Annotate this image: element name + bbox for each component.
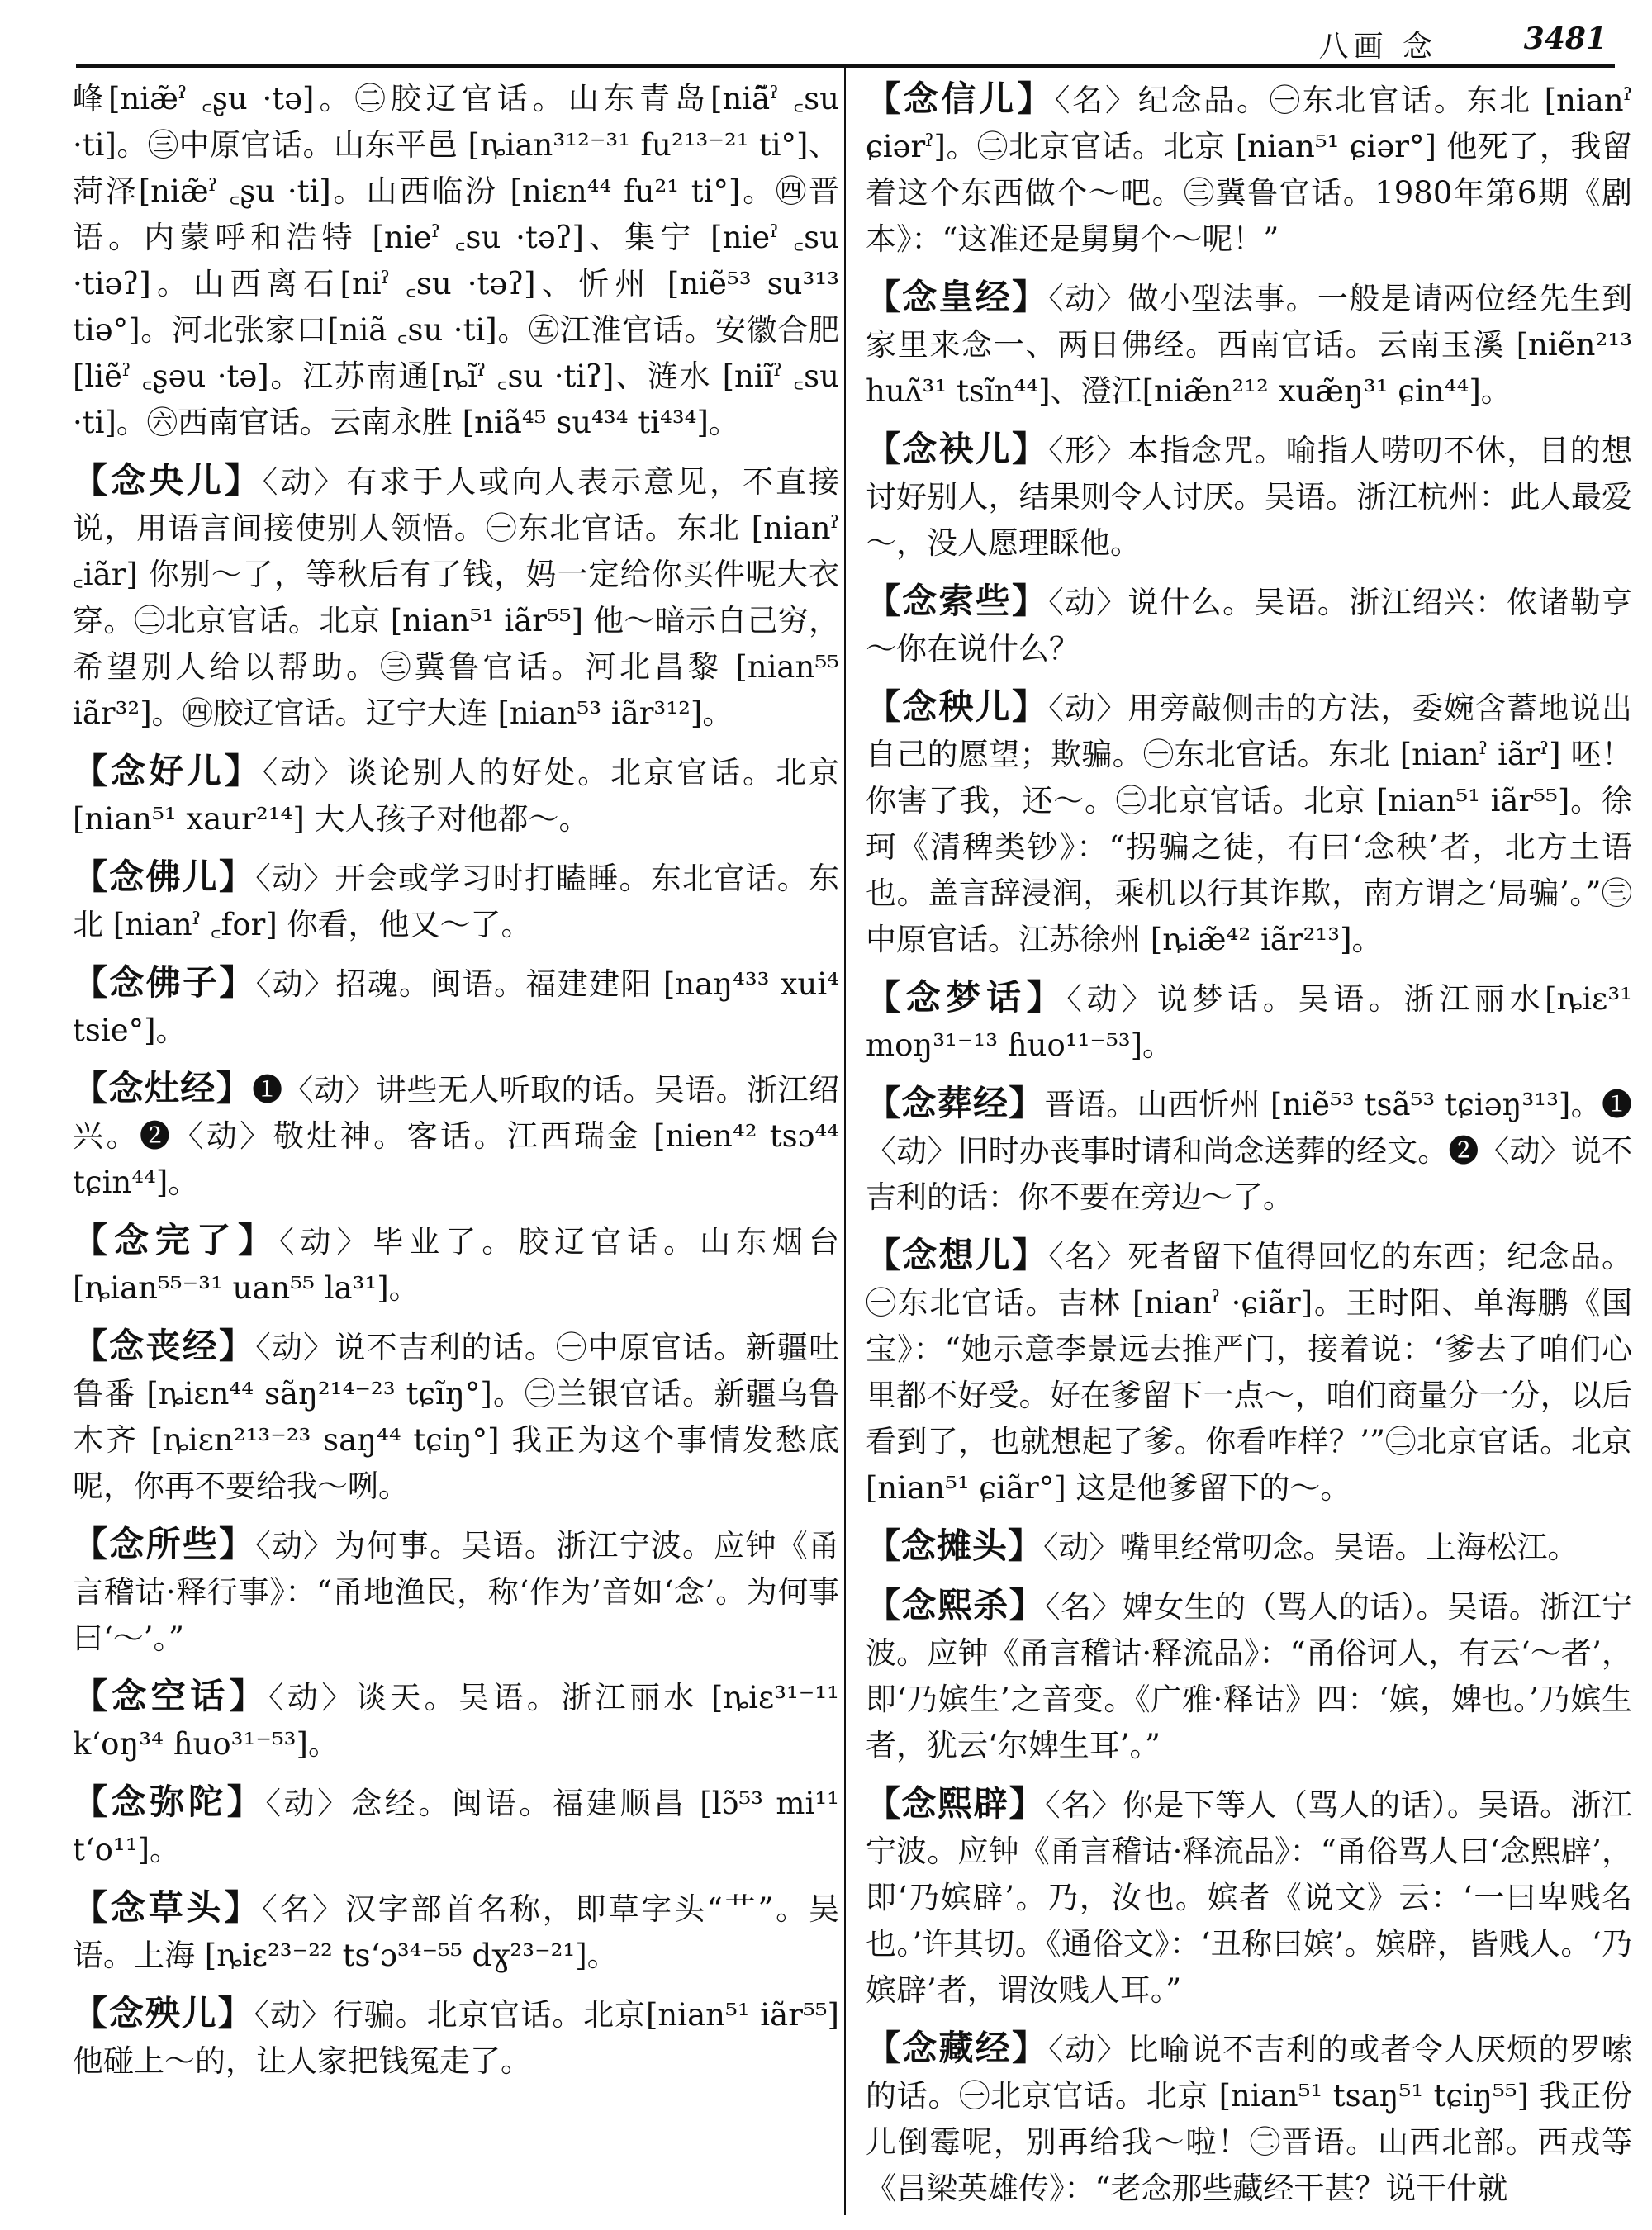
entry-headword: 【念所些】 [73, 1524, 256, 1564]
entry-headword: 【念草头】 [73, 1887, 263, 1928]
dictionary-entry [866, 426, 1632, 567]
dictionary-entry [866, 1523, 1632, 1571]
entry-definition: 〈名〉汉字部首名称，即草字头“艹”。吴语。上海 [ȵiɛ²³⁻²² ts‘ɔ³⁴⁻⁵⁵ dɣ²³⁻²¹]。 [73, 1891, 839, 1973]
entry-definition: 〈动〉做小型法事。一般是请两位经先生到家里来念一、两日佛经。西南官话。云南玉溪 [niẽn²¹³ huʌ̃³¹ tsĩn⁴⁴]、澄江[niæ̃n²¹² xuæ̃ŋ³¹ ɕin⁴⁴]。 [866, 281, 1632, 409]
entry-definition: 〈名〉死者留下值得回忆的东西；纪念品。㊀东北官话。吉林 [nianˀ ·ɕiãr]。王时阳、单海鹏《国宝》：“她示意李景远去推严门，接着说：‘爹去了咱们心里都不好受。好在爹留下一点～，咱们商量分一分，以后看到了，也就想起了爹。你看咋样？’”㊁北京官话。北京 [nian⁵¹ ɕiãr°] 这是他爹留下的～。 [866, 1239, 1632, 1506]
entry-definition: 〈动〉用旁敲侧击的方法，委婉含蓄地说出自己的愿望；欺骗。㊀东北官话。东北 [nianˀ iãrˀ] 呸！你害了我，还～。㊁北京官话。北京 [nian⁵¹ iãr⁵⁵]。徐珂《清稗类钞》：“拐骗之徒，有曰‘念秧’者，北方土语也。盖言辞浸润，乘机以行其诈欺，南方谓之‘局骗’。”㊂中原官话。江苏徐州 [ȵiæ̃⁴² iãr²¹³]。 [866, 690, 1632, 957]
dictionary-entry [73, 1323, 839, 1510]
dictionary-entry [866, 1582, 1632, 1769]
entry-headword: 【念央儿】 [73, 460, 263, 501]
entry-headword: 【念丧经】 [73, 1326, 256, 1366]
page-header [0, 0, 1652, 68]
dictionary-entry [73, 960, 839, 1054]
dictionary-entry [866, 684, 1632, 963]
page-number: 3481 [1523, 21, 1607, 56]
dictionary-entry [73, 1673, 839, 1767]
entry-definition: 〈动〉说不吉利的话。㊀中原官话。新疆吐鲁番 [ȵiɛn⁴⁴ sãŋ²¹⁴⁻²³ tɕĩŋ°]。㊁兰银官话。新疆乌鲁木齐 [ȵiɛn²¹³⁻²³ saŋ⁴⁴ tɕiŋ°] 我正为这个事情发愁底呢，你再不要给我～咧。 [73, 1330, 839, 1504]
column-divider [844, 68, 846, 2215]
dictionary-entry [866, 1232, 1632, 1511]
entry-definition: 〈动〉说梦话。吴语。浙江丽水[ȵiɛ³¹ moŋ³¹⁻¹³ ɦuo¹¹⁻⁵³]。 [866, 981, 1632, 1063]
entry-definition: 〈动〉嘴里经常叨念。吴语。上海松江。 [1043, 1530, 1578, 1565]
entry-definition: 〈动〉谈论别人的好处。北京官话。北京 [nian⁵¹ xaur²¹⁴] 大人孩子对他都～。 [73, 755, 839, 837]
entry-definition: 〈动〉毕业了。胶辽官话。山东烟台 [ȵian⁵⁵⁻³¹ uan⁵⁵ la³¹]。 [73, 1224, 839, 1306]
entry-definition: 〈动〉行骗。北京官话。北京[nian⁵¹ iãr⁵⁵] 他碰上～的，让人家把钱冤走了。 [73, 1997, 839, 2079]
entry-definition: ❶〈动〉讲些无人听取的话。吴语。浙江绍兴。❷〈动〉敬灶神。客话。江西瑞金 [nien⁴² tsɔ⁴⁴ tɕin⁴⁴]。 [73, 1072, 839, 1200]
entry-definition: 〈动〉谈天。吴语。浙江丽水 [ȵiɛ³¹⁻¹¹ k‘oŋ³⁴ ɦuo³¹⁻⁵³]。 [73, 1680, 839, 1762]
entry-headword: 【念想儿】 [866, 1235, 1049, 1275]
entry-headword: 【念藏经】 [866, 2028, 1049, 2068]
dictionary-entry [73, 1990, 839, 2085]
entry-headword: 【念佛子】 [73, 962, 256, 1003]
entry-definition: 〈名〉纪念品。㊀东北官话。东北 [nianˀ ɕiərˀ]。㊁北京官话。北京 [nian⁵¹ ɕiər°] 他死了，我留着这个东西做个～吧。㊂冀鲁官话。1980年第6期《剧本》：“这准还是舅舅个～呢！” [866, 83, 1632, 257]
entry-headword: 【念好儿】 [73, 751, 263, 791]
entry-definition: 〈动〉有求于人或向人表示意见，不直接说，用语言间接使别人领悟。㊀东北官话。东北 [nianˀ ꜀iãr] 你别～了，等秋后有了钱，妈一定给你买件呢大衣穿。㊁北京官话。北京 [nian⁵¹ iãr⁵⁵] 他～暗示自己穷，希望别人给以帮助。㊂冀鲁官话。河北昌黎 [nian⁵⁵ iãr³²]。㊃胶辽官话。辽宁大连 [nian⁵³ iãr³¹²]。 [73, 464, 839, 731]
entry-headword: 【念灶经】 [73, 1068, 253, 1108]
dictionary-entry [73, 1779, 839, 1873]
entry-headword: 【念熙杀】 [866, 1585, 1046, 1625]
dictionary-entry [73, 748, 839, 842]
entry-definition: 峰[niæ̃ˀ ꜀ʂu ·tə]。㊁胶辽官话。山东青岛[niã̃ˀ ꜀su ·ti]。㊂中原官话。山东平邑 [ȵian³¹²⁻³¹ fu²¹³⁻²¹ ti°]、菏泽[niæ̃ˀ ꜀ʂu ·ti]。山西临汾 [niɛn⁴⁴ fu²¹ ti°]。㊃晋语。内蒙呼和浩特 [nieˀ ꜀su ·təʔ]、集宁 [nieˀ ꜀su ·tiəʔ]。山西离石[niˀ ꜀su ·təʔ]、忻州 [niẽ⁵³ su³¹³ tiə°]。河北张家口[niã ꜀su ·ti]。㊄江淮官话。安徽合肥[liẽˀ ꜀ʂəu ·tə]。江苏南通[ȵĩˀ ꜀su ·tiʔ]、涟水 [niĩˀ ꜀su ·ti]。㊅西南官话。云南永胜 [niã⁴⁵ su⁴³⁴ ti⁴³⁴]。 [73, 81, 839, 440]
dictionary-entry [73, 1065, 839, 1206]
dictionary-entry [866, 2025, 1632, 2212]
entry-headword: 【念摊头】 [866, 1525, 1044, 1566]
entry-definition: 〈动〉说什么。吴语。浙江绍兴：侬诸勒亨～你在说什么？ [866, 585, 1632, 667]
entry-headword: 【念弥陀】 [73, 1782, 266, 1822]
dictionary-entry [73, 1521, 839, 1662]
entry-headword: 【念秧儿】 [866, 686, 1049, 727]
entry-headword: 【念空话】 [73, 1676, 269, 1716]
right-column [866, 76, 1632, 2223]
entry-definition: 〈名〉你是下等人（骂人的话）。吴语。浙江宁波。应钟《甬言稽诂·释流品》：“甬俗骂人曰‘念熙辟’，即‘乃嫔辟’。乃，汝也。嫔者《说文》云：‘一曰卑贱名也。’许其切。《通俗文》：‘丑称曰嫔’。嫔辟，皆贱人。‘乃嫔辟’者，谓汝贱人耳。” [866, 1787, 1632, 2008]
entry-headword: 【念佛儿】 [73, 856, 256, 897]
entry-headword: 【念梦话】 [866, 977, 1067, 1018]
entry-headword: 【念葬经】 [866, 1083, 1045, 1123]
dictionary-entry [73, 458, 839, 737]
dictionary-entry [73, 1217, 839, 1312]
dictionary-entry [866, 1080, 1632, 1221]
entry-headword: 【念完了】 [73, 1220, 279, 1260]
entry-headword: 【念熙辟】 [866, 1783, 1046, 1824]
entry-definition: 〈动〉比喻说不吉利的或者令人厌烦的罗嗦的话。㊀北京官话。北京 [nian⁵¹ tsaŋ⁵¹ tɕiŋ⁵⁵] 我正份儿倒霉呢，别再给我～啦！㊁晋语。山西北部。西戎等《吕梁英雄传》：“老念那些藏经干甚？说干什就 [866, 2032, 1632, 2206]
section-title: 八画 念 [1318, 30, 1437, 64]
dictionary-entry [73, 76, 839, 446]
entry-definition: 〈动〉为何事。吴语。浙江宁波。应钟《甬言稽诂·释行事》：“甬地渔民，称‘作为’音如‘念’。为何事曰‘～’。” [73, 1528, 839, 1656]
dictionary-entry [73, 1885, 839, 1979]
dictionary-entry [866, 975, 1632, 1069]
dictionary-entry [866, 578, 1632, 672]
entry-definition: 〈动〉念经。闽语。福建顺昌 [lɔ̃⁵³ mi¹¹ t‘o¹¹]。 [73, 1786, 839, 1867]
entry-headword: 【念信儿】 [866, 78, 1055, 119]
entry-definition: 〈动〉开会或学习时打瞌睡。东北官话。东北 [nianˀ ꜀for] 你看，他又～了。 [73, 861, 839, 942]
entry-headword: 【念袂儿】 [866, 429, 1049, 469]
entry-definition: 〈动〉招魂。闽语。福建建阳 [naŋ⁴³³ xui⁴ tsie°]。 [73, 966, 839, 1048]
entry-headword: 【念索些】 [866, 581, 1049, 621]
dictionary-entry [73, 854, 839, 948]
entry-definition: 〈名〉婢女生的（骂人的话）。吴语。浙江宁波。应钟《甬言稽诂·释流品》：“甬俗诃人，有云‘～者’，即‘乃嫔生’之音变。《广雅·释诂》四：‘嫔，婢也。’乃嫔生者，犹云‘尔婢生耳’。” [866, 1589, 1632, 1763]
entry-definition: 晋语。山西忻州 [niẽ⁵³ tsã⁵³ tɕiəŋ³¹³]。❶〈动〉旧时办丧事时请和尚念送葬的经文。❷〈动〉说不吉利的话：你不要在旁边～了。 [866, 1087, 1632, 1215]
dictionary-entry [866, 274, 1632, 415]
dictionary-entry [866, 1781, 1632, 2014]
entry-headword: 【念殃儿】 [73, 1993, 254, 2033]
entry-definition: 〈形〉本指念咒。喻指人唠叨不休，目的想讨好别人，结果则令人讨厌。吴语。浙江杭州：此人最爱～，没人愿理睬他。 [866, 433, 1632, 561]
entry-headword: 【念皇经】 [866, 277, 1049, 317]
left-column [73, 76, 839, 2096]
dictionary-entry [866, 76, 1632, 263]
